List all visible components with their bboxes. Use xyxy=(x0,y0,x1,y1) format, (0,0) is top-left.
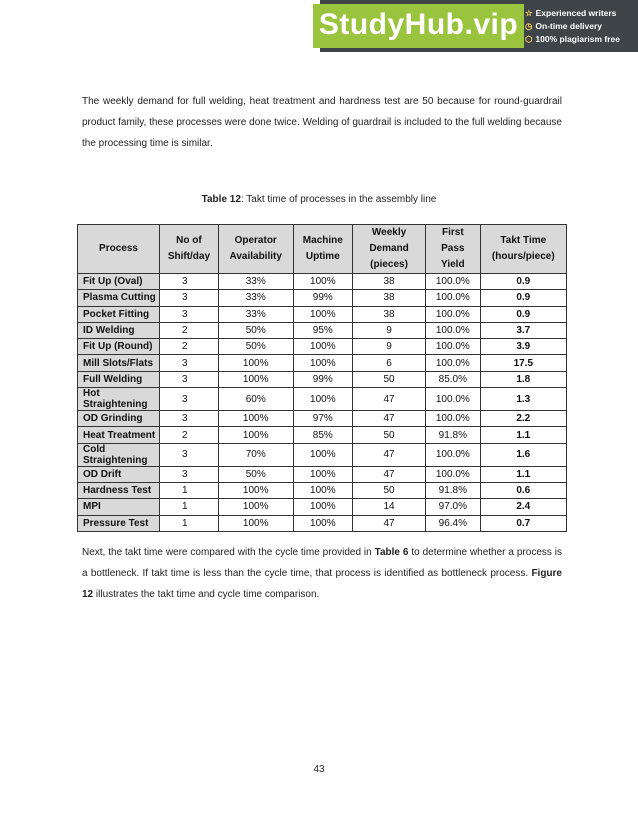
badge-icon: ⬡ xyxy=(525,33,533,44)
table-cell: 1.3 xyxy=(480,388,566,411)
table-cell: Full Welding xyxy=(78,371,160,387)
table-cell: 100% xyxy=(293,306,353,322)
table-row xyxy=(78,306,567,322)
table-cell: 38 xyxy=(353,290,426,306)
table-cell: 3 xyxy=(159,411,218,427)
table-cell: 100% xyxy=(218,355,293,371)
column-header: Operator Availability xyxy=(218,225,293,274)
table-cell: 50 xyxy=(353,371,426,387)
feature-text: On-time delivery xyxy=(535,20,603,31)
feature-item xyxy=(525,20,638,33)
table-row xyxy=(78,411,567,427)
table-cell: 50% xyxy=(218,339,293,355)
table-cell: 100.0% xyxy=(426,274,481,290)
table-cell: 2 xyxy=(159,339,218,355)
figure-reference: Figure 12 xyxy=(82,568,562,600)
table-row xyxy=(78,466,567,482)
table-cell: 6 xyxy=(353,355,426,371)
table-cell: Mill Slots/Flats xyxy=(78,355,160,371)
column-header: Weekly Demand (pieces) xyxy=(353,225,426,274)
table-cell: 99% xyxy=(293,371,353,387)
column-header: Process xyxy=(78,225,160,274)
table-cell: 85% xyxy=(293,427,353,443)
table-cell: 100% xyxy=(293,466,353,482)
table-cell: 2 xyxy=(159,427,218,443)
table-cell: Fit Up (Oval) xyxy=(78,274,160,290)
table-cell: 97% xyxy=(293,411,353,427)
table-cell: 100% xyxy=(218,515,293,531)
table-cell: 50% xyxy=(218,466,293,482)
table-cell: 100.0% xyxy=(426,355,481,371)
table-cell: 100% xyxy=(218,427,293,443)
table-cell: 100% xyxy=(293,515,353,531)
table-cell: 100% xyxy=(293,388,353,411)
table-cell: 100% xyxy=(218,411,293,427)
table-cell: 85.0% xyxy=(426,371,481,387)
table-cell: 100.0% xyxy=(426,466,481,482)
table-cell: 0.9 xyxy=(480,306,566,322)
table-cell: 3 xyxy=(159,306,218,322)
table-row xyxy=(78,371,567,387)
table-cell: 100.0% xyxy=(426,339,481,355)
table-cell: 97.0% xyxy=(426,499,481,515)
table-cell: 47 xyxy=(353,411,426,427)
column-header: First Pass Yield xyxy=(426,225,481,274)
table-cell: 100% xyxy=(293,499,353,515)
table-cell: 1 xyxy=(159,515,218,531)
table-cell: 17.5 xyxy=(480,355,566,371)
table-cell: 100.0% xyxy=(426,411,481,427)
conclusion-text: Next, the takt time were compared with the cycle time provided in xyxy=(82,547,375,558)
table-row xyxy=(78,482,567,498)
table-cell: 47 xyxy=(353,443,426,466)
column-header: Takt Time (hours/piece) xyxy=(480,225,566,274)
table-cell: 9 xyxy=(353,339,426,355)
table-cell: 91.8% xyxy=(426,482,481,498)
table-cell: 3.9 xyxy=(480,339,566,355)
column-header: No of Shift/day xyxy=(159,225,218,274)
table-cell: 1 xyxy=(159,499,218,515)
table-cell: 2.2 xyxy=(480,411,566,427)
table-cell: Hardness Test xyxy=(78,482,160,498)
clock-icon: ◷ xyxy=(525,20,533,31)
table-cell: 38 xyxy=(353,306,426,322)
table-cell: 100.0% xyxy=(426,322,481,338)
table-caption-label: Table 12 xyxy=(201,194,241,205)
table-cell: 47 xyxy=(353,466,426,482)
table-cell: 50 xyxy=(353,482,426,498)
table-cell: 1 xyxy=(159,482,218,498)
table-cell: 91.8% xyxy=(426,427,481,443)
table-cell: Fit Up (Round) xyxy=(78,339,160,355)
table-cell: MPI xyxy=(78,499,160,515)
table-cell: 14 xyxy=(353,499,426,515)
table-cell: 100% xyxy=(293,482,353,498)
table-cell: 100% xyxy=(293,443,353,466)
table-caption-text: : Takt time of processes in the assembly line xyxy=(240,194,437,205)
table-row xyxy=(78,322,567,338)
page-number: 43 xyxy=(313,764,325,775)
table-cell: 47 xyxy=(353,515,426,531)
brand-name: StudyHub.vip xyxy=(313,4,524,48)
table-header-row xyxy=(78,225,567,274)
promo-banner[interactable] xyxy=(320,0,638,52)
table-cell: 2 xyxy=(159,322,218,338)
table-cell: 100.0% xyxy=(426,443,481,466)
table-cell: 100% xyxy=(293,355,353,371)
table-cell: OD Grinding xyxy=(78,411,160,427)
table-cell: 99% xyxy=(293,290,353,306)
table-cell: 1.6 xyxy=(480,443,566,466)
table-cell: 3 xyxy=(159,388,218,411)
table-cell: 0.7 xyxy=(480,515,566,531)
table-cell: 60% xyxy=(218,388,293,411)
table-cell: 70% xyxy=(218,443,293,466)
table-cell: Heat Treatment xyxy=(78,427,160,443)
table-cell: 100.0% xyxy=(426,306,481,322)
table-cell: 3 xyxy=(159,274,218,290)
table-cell: 3 xyxy=(159,466,218,482)
table-reference: Table 6 xyxy=(374,547,409,558)
table-cell: 100% xyxy=(218,499,293,515)
table-body xyxy=(78,274,567,532)
intro-paragraph: The weekly demand for full welding, heat treatment and hardness test are 50 because for round-guardrail product family, these processes were done twice. Welding of guardrail is included to the full welding because the processing time is similar. xyxy=(82,96,562,149)
table-cell: 3 xyxy=(159,443,218,466)
table-cell: 100.0% xyxy=(426,290,481,306)
table-cell: 33% xyxy=(218,290,293,306)
table-caption xyxy=(0,194,638,205)
table-cell: 3.7 xyxy=(480,322,566,338)
feature-list xyxy=(517,0,638,52)
table-cell: 9 xyxy=(353,322,426,338)
table-cell: 3 xyxy=(159,371,218,387)
table-cell: 2.4 xyxy=(480,499,566,515)
feature-text: Experienced writers xyxy=(535,7,617,18)
table-cell: 0.9 xyxy=(480,290,566,306)
table-cell: 3 xyxy=(159,355,218,371)
table-cell: 100% xyxy=(293,274,353,290)
table-row xyxy=(78,388,567,411)
table-cell: 38 xyxy=(353,274,426,290)
star-icon: ☆ xyxy=(525,7,533,18)
table-cell: 50% xyxy=(218,322,293,338)
takt-time-table xyxy=(77,224,567,532)
table-row xyxy=(78,515,567,531)
brand-logo[interactable] xyxy=(320,0,517,52)
table-row xyxy=(78,443,567,466)
conclusion-text: illustrates the takt time and cycle time comparison. xyxy=(93,589,320,600)
column-header: Machine Uptime xyxy=(293,225,353,274)
table-cell: Hot Straightening xyxy=(78,388,160,411)
table-cell: ID Welding xyxy=(78,322,160,338)
table-cell: 1.1 xyxy=(480,427,566,443)
table-cell: 47 xyxy=(353,388,426,411)
table-cell: 100% xyxy=(218,482,293,498)
table-row xyxy=(78,499,567,515)
table-cell: Plasma Cutting xyxy=(78,290,160,306)
table-cell: 0.9 xyxy=(480,274,566,290)
table-cell: Pocket Fitting xyxy=(78,306,160,322)
table-cell: 1.1 xyxy=(480,466,566,482)
feature-text: 100% plagiarism free xyxy=(535,33,620,44)
table-row xyxy=(78,355,567,371)
table-cell: 100% xyxy=(218,371,293,387)
conclusion-paragraph xyxy=(82,542,562,605)
conclusion-text: to determine whether a process is a bottleneck. If takt time is less than the cycle time, that process is identified as bottleneck process. xyxy=(82,547,562,579)
table-cell: Cold Straightening xyxy=(78,443,160,466)
feature-item xyxy=(525,7,638,20)
table-cell: 96.4% xyxy=(426,515,481,531)
table-cell: Pressure Test xyxy=(78,515,160,531)
table-cell: 100.0% xyxy=(426,388,481,411)
table-cell: 33% xyxy=(218,274,293,290)
table-cell: 100% xyxy=(293,339,353,355)
table-cell: 3 xyxy=(159,290,218,306)
feature-item xyxy=(525,33,638,46)
table-cell: 33% xyxy=(218,306,293,322)
table-row xyxy=(78,274,567,290)
table-cell: 50 xyxy=(353,427,426,443)
table-row xyxy=(78,339,567,355)
table-cell: 1.8 xyxy=(480,371,566,387)
table-cell: 0.6 xyxy=(480,482,566,498)
table-row xyxy=(78,290,567,306)
table-cell: 95% xyxy=(293,322,353,338)
table-cell: OD Drift xyxy=(78,466,160,482)
table-row xyxy=(78,427,567,443)
